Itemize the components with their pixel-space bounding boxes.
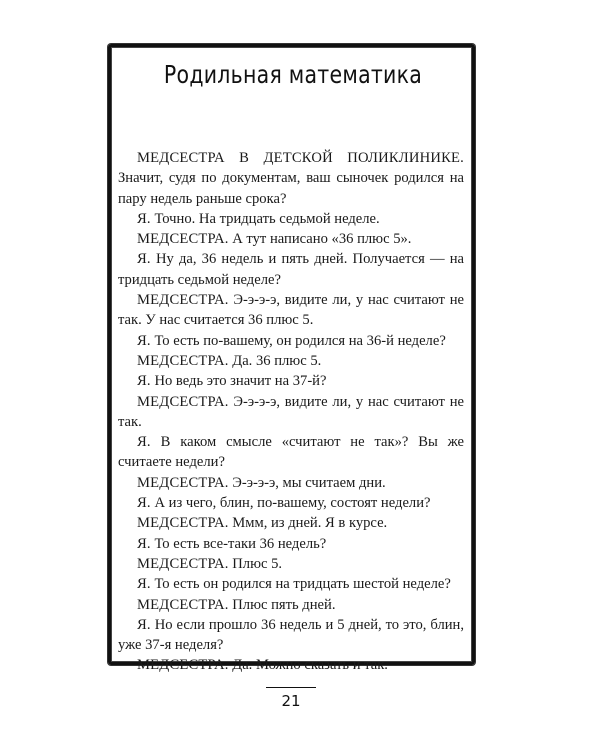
dialogue-line [118, 229, 464, 249]
line-text: То есть по-вашему, он родился на 36-й неделе? [150, 332, 446, 349]
dialogue-text [118, 148, 464, 676]
line-text: Но если прошло 36 недель и 5 дней, то это, блин, уже 37-я неделя? [118, 616, 464, 654]
speaker: МЕДСЕСТРА В ДЕТСКОЙ ПОЛИКЛИНИКЕ. [137, 150, 464, 166]
dialogue-line [118, 249, 464, 290]
chapter-title: Родильная математика [163, 60, 423, 89]
line-text: Точно. На тридцать седьмой неделе. [150, 210, 380, 227]
speaker: Я. [137, 434, 151, 451]
dialogue-line [118, 595, 464, 615]
dialogue-line [118, 371, 464, 391]
speaker: МЕДСЕСТРА. [137, 393, 229, 410]
speaker: МЕДСЕСТРА. [137, 474, 229, 491]
line-text: Да. 36 плюс 5. [228, 352, 322, 369]
dialogue-line [118, 493, 464, 513]
line-text: То есть все-таки 36 недель? [150, 535, 327, 552]
line-text: А из чего, блин, по-вашему, состоят недели? [150, 495, 431, 512]
page-number: 21 [281, 692, 301, 710]
dialogue-line [118, 655, 464, 675]
line-text: Плюс пять дней. [228, 596, 336, 613]
dialogue-line [118, 473, 464, 493]
line-text: Ммм, из дней. Я в курсе. [228, 515, 388, 532]
speaker: Я. [137, 210, 151, 227]
dialogue-line [118, 534, 464, 554]
line-text: Э-э-э-э, видите ли, у нас считают не так. [118, 393, 464, 430]
speaker: МЕДСЕСТРА. [137, 352, 229, 369]
line-text: Но ведь это значит на 37-й? [150, 373, 327, 390]
dialogue-line [118, 351, 464, 371]
speaker: Я. [137, 373, 151, 390]
line-text: Да. Можно сказать и так. [228, 657, 388, 674]
speaker: Я. [137, 495, 151, 512]
line-text: Ну да, 36 недель и пять дней. Получается — на тридцать седьмой неделе? [118, 251, 464, 288]
speaker: МЕДСЕСТРА. [137, 231, 229, 248]
line-text: Э-э-э-э, видите ли, у нас считают не так. У нас считается 36 плюс 5. [118, 292, 464, 329]
line-text: Э-э-э-э, мы считаем дни. [228, 474, 386, 491]
dialogue-line [118, 290, 464, 331]
speaker: МЕДСЕСТРА. [137, 515, 229, 532]
dialogue-line [118, 331, 464, 351]
speaker: Я. [137, 576, 151, 593]
dialogue-line [118, 148, 464, 209]
speaker: МЕДСЕСТРА. [137, 657, 229, 674]
line-text: Значит, судя по документам, ваш сыночек родился на пару недель раньше срока? [118, 170, 464, 207]
line-text: То есть он родился на тридцать шестой неделе? [150, 576, 451, 593]
line-text: Плюс 5. [228, 555, 283, 572]
dialogue-line [118, 574, 464, 594]
line-text: В каком смысле «считают не так»? Вы же считаете недели? [118, 434, 464, 471]
dialogue-line [118, 615, 464, 656]
dialogue-line [118, 513, 464, 533]
speaker: Я. [137, 535, 151, 552]
dialogue-line [118, 392, 464, 433]
speaker: Я. [137, 616, 151, 633]
speaker: МЕДСЕСТРА. [137, 292, 229, 309]
dialogue-line [118, 209, 464, 229]
speaker: МЕДСЕСТРА. [137, 555, 229, 572]
line-text: А тут написано «36 плюс 5». [228, 231, 412, 248]
dialogue-line [118, 554, 464, 574]
page-number-rule [266, 687, 316, 688]
speaker: Я. [137, 251, 151, 268]
speaker: Я. [137, 332, 151, 349]
speaker: МЕДСЕСТРА. [137, 596, 229, 613]
dialogue-line [118, 432, 464, 473]
